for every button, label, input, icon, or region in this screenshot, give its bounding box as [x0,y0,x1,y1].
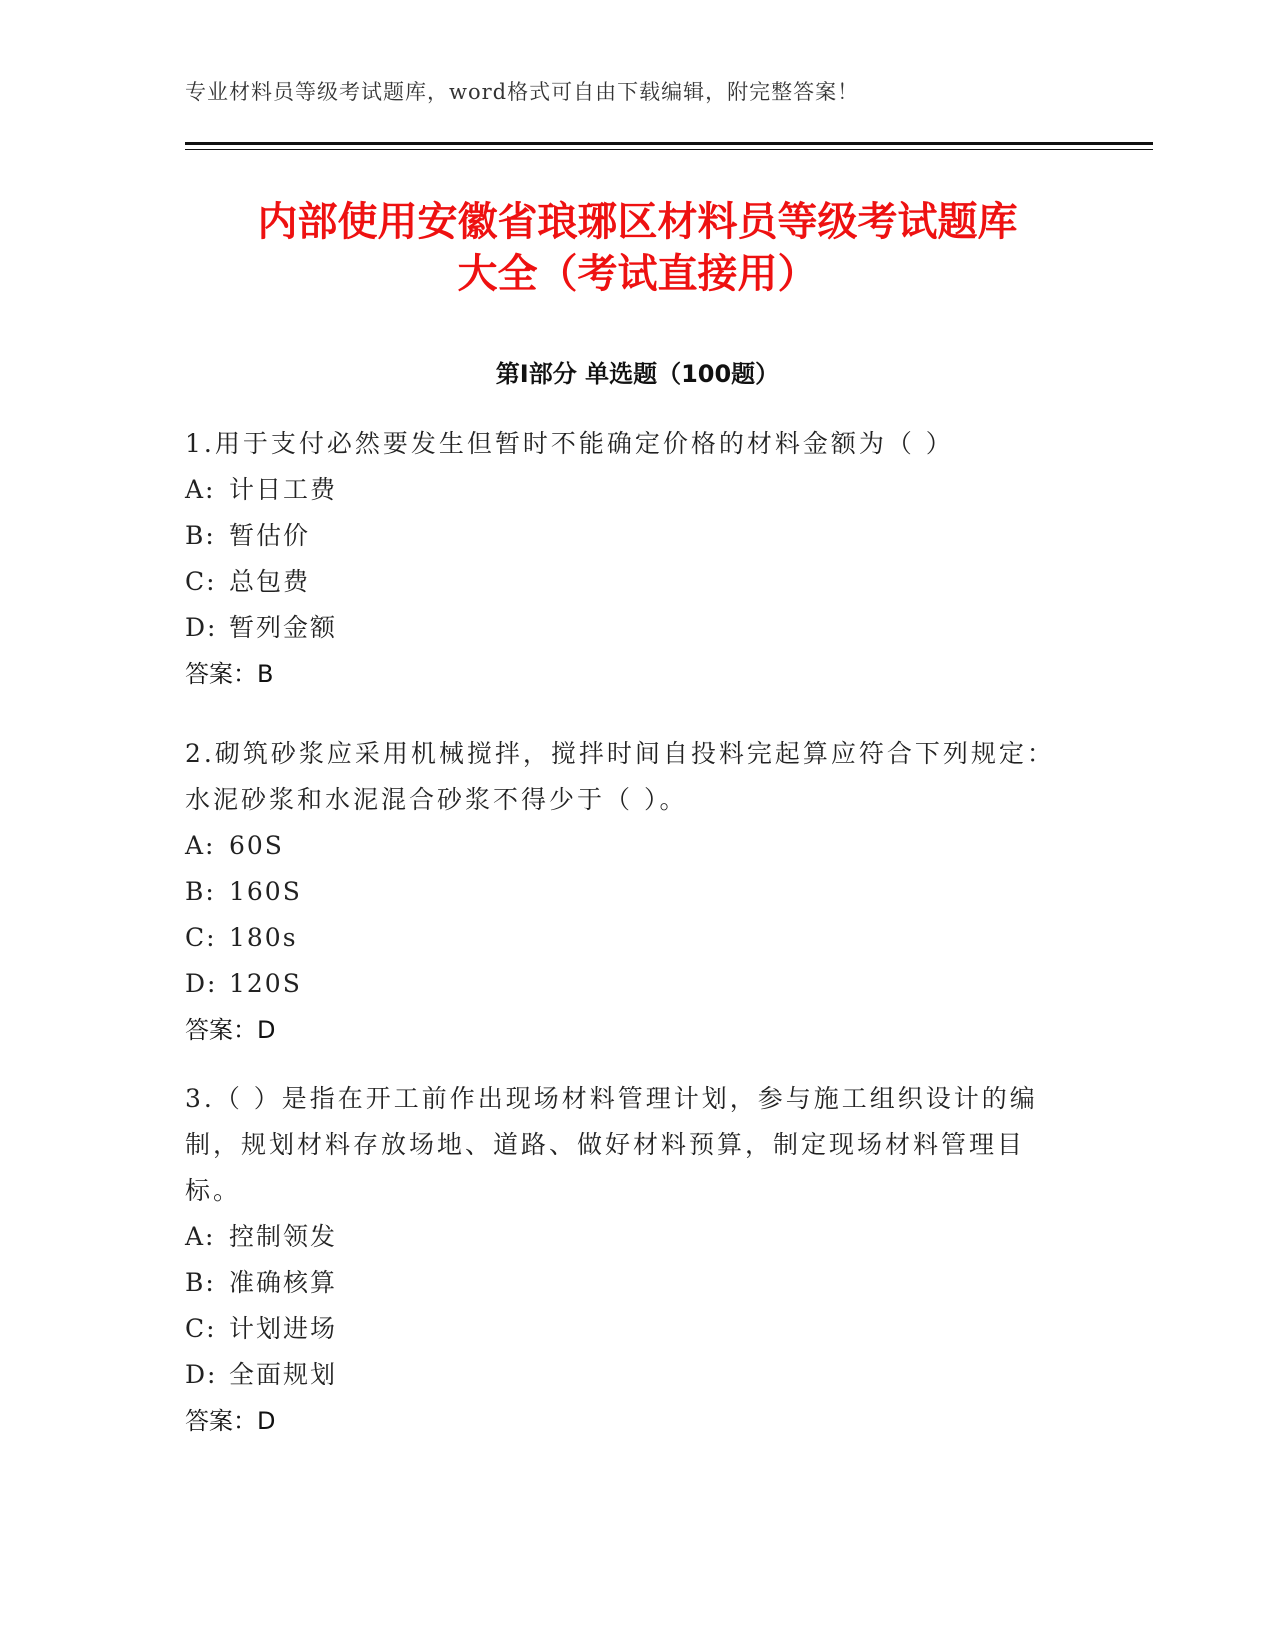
option-text: 准确核算 [229,1268,338,1297]
option-d [185,605,1080,651]
option-a [185,823,1080,869]
question-1 [185,421,1080,697]
option-letter: D: [185,613,218,642]
question-text: 1.用于支付必然要发生但暂时不能确定价格的材料金额为（ ） [185,429,954,458]
header-note: 专业材料员等级考试题库，word格式可自由下载编辑，附完整答案！ [185,80,860,104]
option-text: 暂估价 [229,521,311,550]
title-line-2: 大全（考试直接用） [457,251,818,297]
header-rule-thin [185,149,1153,150]
option-a [185,467,1080,513]
option-letter: A: [185,831,216,860]
section-title: 第Ⅰ部分 单选题（100题） [495,360,780,388]
option-a [185,1214,1080,1260]
option-text: 全面规划 [229,1360,338,1389]
option-text: 120S [229,969,302,998]
title-line-1: 内部使用安徽省琅琊区材料员等级考试题库 [257,199,1018,245]
question-text: 2.砌筑砂浆应采用机械搅拌，搅拌时间自投料完起算应符合下列规定：水泥砂浆和水泥混合砂浆不得少于（ ）。 [185,739,1055,814]
option-text: 暂列金额 [229,613,338,642]
option-letter: C: [185,923,217,952]
option-letter: C: [185,1314,217,1343]
header-rule-thick [185,142,1153,145]
option-letter: A: [185,475,216,504]
answer: 答案：B [185,660,274,688]
option-text: 总包费 [229,567,311,596]
option-d [185,1352,1080,1398]
option-letter: B: [185,1268,216,1297]
option-d [185,961,1080,1007]
option-text: 计日工费 [229,475,338,504]
option-b [185,869,1080,915]
option-text: 180s [229,923,298,952]
option-letter: D: [185,969,218,998]
option-letter: C: [185,567,217,596]
option-c [185,559,1080,605]
option-text: 计划进场 [229,1314,338,1343]
question-2 [185,731,1080,1053]
option-letter: B: [185,877,216,906]
option-b [185,1260,1080,1306]
option-b [185,513,1080,559]
question-3 [185,1076,1080,1444]
option-letter: A: [185,1222,216,1251]
option-text: 160S [229,877,302,906]
option-c [185,1306,1080,1352]
document-title [185,196,1090,300]
option-c [185,915,1080,961]
answer: 答案：D [185,1407,276,1435]
option-text: 控制领发 [229,1222,338,1251]
option-text: 60S [229,831,284,860]
answer: 答案：D [185,1016,276,1044]
option-letter: B: [185,521,216,550]
option-letter: D: [185,1360,218,1389]
question-text: 3.（ ）是指在开工前作出现场材料管理计划，参与施工组织设计的编制，规划材料存放场地、道路、做好材料预算，制定现场材料管理目标。 [185,1084,1038,1205]
